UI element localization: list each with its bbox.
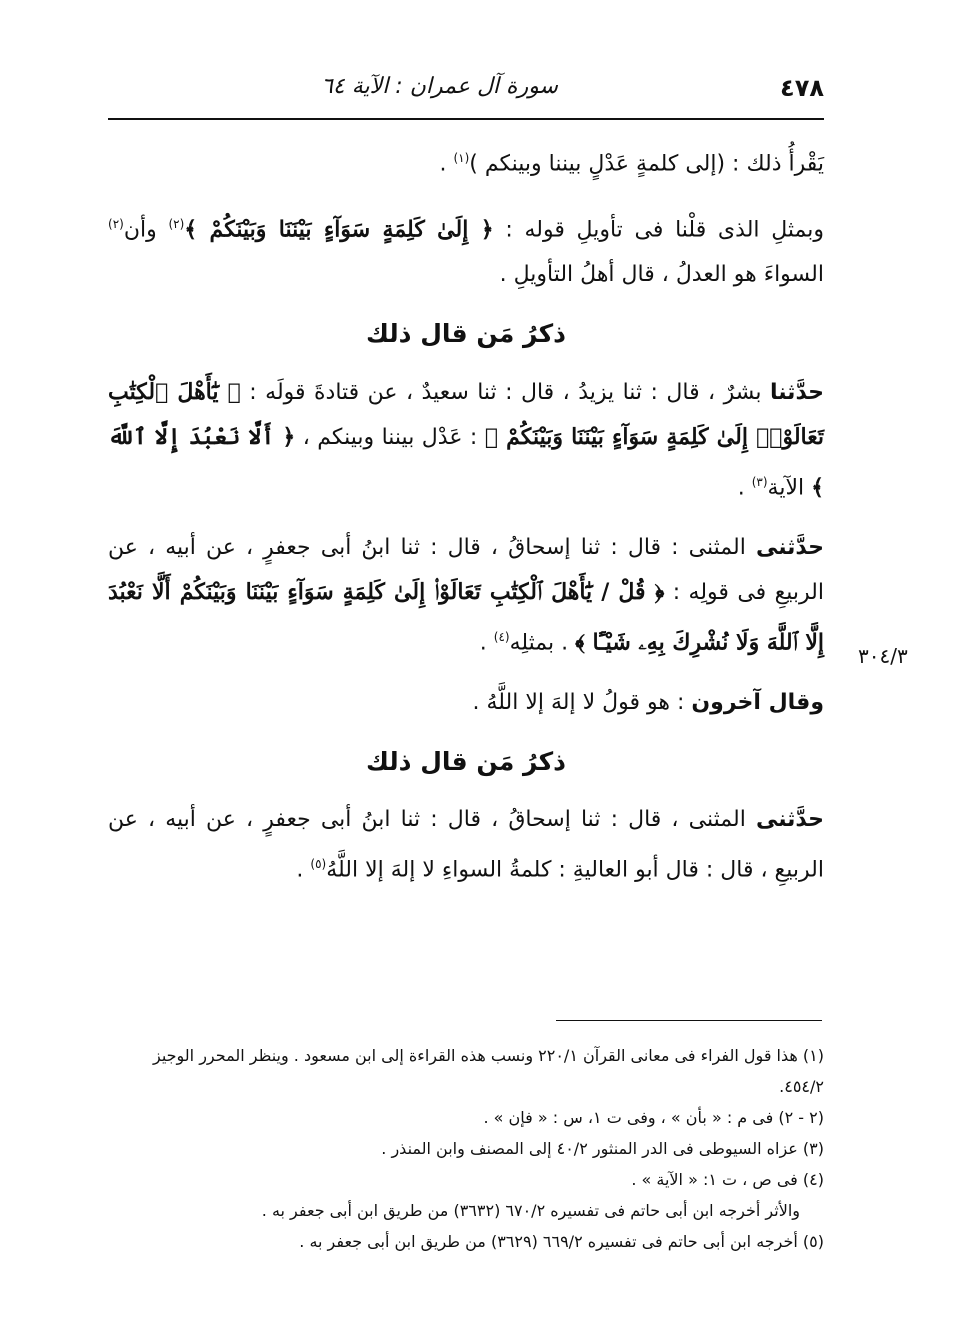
paragraph-text: وأن bbox=[123, 217, 169, 243]
quran-quote: ﴿ يَٰٓأَهْلَ ٱلْكِتَٰبِ تَعَالَوْا۟ إِلَىٰ كَلِمَةٍ سَوَآءٍ بَيْنَنَا وَبَيْنَكُمْ ﴾ bbox=[108, 378, 824, 450]
footnote-separator bbox=[556, 1020, 822, 1021]
footnote-marker: (٥) bbox=[310, 857, 327, 872]
paragraph-text: : هو قولُ لا إلهَ إلا اللَّهُ . bbox=[472, 690, 692, 716]
quran-quote: ﴿ أَلَّا نَعْبُدَ إِلَّا ٱللَّهَ ﴾ bbox=[108, 423, 824, 500]
paragraph-text: وبمثلِ الذى قلْنا فى تأويلِ قوله : bbox=[493, 217, 825, 243]
paragraph-text: : عَدْل بيننا وبينكم ، bbox=[295, 424, 485, 450]
page-number: ٤٧٨ bbox=[780, 74, 824, 102]
paragraph-text: . بمثلِه bbox=[509, 630, 576, 656]
main-text bbox=[108, 136, 824, 909]
footnote-3: (٣) عزاه السيوطى فى الدر المنثور ٤٠/٢ إلى المصنف وابن المنذر . bbox=[381, 1139, 824, 1158]
footnote-marker: (٢) bbox=[168, 217, 185, 232]
margin-volume-page-ref: ٣٠٤/٣ bbox=[858, 644, 908, 668]
narration-lead: حدَّثنى bbox=[755, 534, 824, 560]
footnote-marker: (٣) bbox=[751, 474, 768, 489]
narration-lead: حدَّثنى bbox=[755, 807, 824, 833]
narration-lead: حدَّثنا bbox=[769, 379, 825, 405]
paragraph-text: المثنى : قال : ثنا إسحاقُ ، قال : ثنا ابنُ أبى جعفرٍ ، عن أبيه ، عن الربيعِ فى قولِه : bbox=[108, 534, 824, 605]
footnote-2: (٢ - ٢) فى م : « بأن » ، وفى ت ١، س : « فإن » . bbox=[483, 1108, 824, 1127]
paragraph-hadith-abu-aliya bbox=[108, 798, 824, 892]
paragraph-end: . bbox=[296, 857, 311, 883]
footnotes bbox=[108, 1040, 824, 1257]
footnote-4: (٤) فى ص ، ت ١: « الآية » . bbox=[631, 1170, 824, 1189]
footnote-marker: (١) bbox=[453, 151, 470, 165]
header-rule bbox=[108, 118, 824, 120]
paragraph-end: . bbox=[479, 630, 494, 656]
quran-quote: ﴿ قُلْ / يَٰٓأَهْلَ ٱلْكِتَٰبِ تَعَالَوْا۟ إِلَىٰ كَلِمَةٍ سَوَآءٍ بَيْنَنَا وَبَيْنَكُمْ أَلَّا نَعْبُدَ إِلَّا ٱللَّهَ وَلَا نُشْرِكَ بِهِۦ شَيْـًٔا ﴾ bbox=[108, 578, 824, 656]
paragraph-interpretation bbox=[108, 202, 824, 296]
footnote-4-continuation: والأثر أخرجه ابن أبى حاتم فى تفسيره ٦٧٠/٢ (٣٦٣٢) من طريق ابن أبى جعفر به . bbox=[261, 1201, 800, 1220]
paragraph-reading bbox=[108, 136, 824, 186]
footnote-marker: (٢) bbox=[108, 217, 124, 232]
paragraph-end: . bbox=[737, 474, 752, 500]
footnote-5: (٥) أخرجه ابن أبى حاتم فى تفسيره ٦٦٩/٢ (٣٦٢٩) من طريق ابن أبى جعفر به . bbox=[299, 1232, 824, 1251]
paragraph-hadith-qatada bbox=[108, 370, 824, 510]
footnote-marker: (٤) bbox=[493, 629, 510, 644]
paragraph-end: . bbox=[439, 151, 454, 177]
section-heading: ذكرُ مَن قال ذلك bbox=[366, 318, 566, 348]
paragraph-text: المثنى ، قال : ثنا إسحاقُ ، قال : ثنا ابنُ أبى جعفرٍ ، عن أبيه ، عن الربيعِ ، قال : قال أبو العاليةِ : كلمةُ السواءِ لا إلهَ إلا اللَّهُ bbox=[108, 807, 824, 883]
paragraph-text: الآية bbox=[767, 474, 812, 500]
quran-quote: ﴿ إِلَىٰ كَلِمَةٍ سَوَآءٍ بَيْنَنَا وَبَيْنَكُمْ ﴾ bbox=[184, 216, 494, 243]
footnote-1: (١) هذا قول الفراء فى معانى القرآن ٢٢٠/١ ونسب هذه القراءة إلى ابن مسعود . وينظر المحرر الوجيز ٤٥٤/٢. bbox=[152, 1046, 824, 1096]
paragraph-hadith-rabi bbox=[108, 526, 824, 665]
paragraph-text: بشرٌ ، قال : ثنا يزيدُ ، قال : ثنا سعيدٌ ، عن قتادةَ قولَه : bbox=[240, 379, 770, 405]
paragraph-text: يَقْرأُ ذلك : (إلى كلمةٍ عَدْلٍ بيننا وبينكم ) bbox=[469, 151, 824, 177]
page-header bbox=[108, 72, 824, 112]
paragraph-others-said bbox=[108, 681, 824, 725]
running-title: سورة آل عمران : الآية ٦٤ bbox=[321, 74, 558, 99]
paragraph-text: السواءَ هو العدلُ ، قال أهلُ التأويلِ . bbox=[499, 261, 824, 287]
section-heading: ذكرُ مَن قال ذلك bbox=[366, 747, 566, 777]
narration-lead: وقال آخرون bbox=[691, 690, 824, 716]
